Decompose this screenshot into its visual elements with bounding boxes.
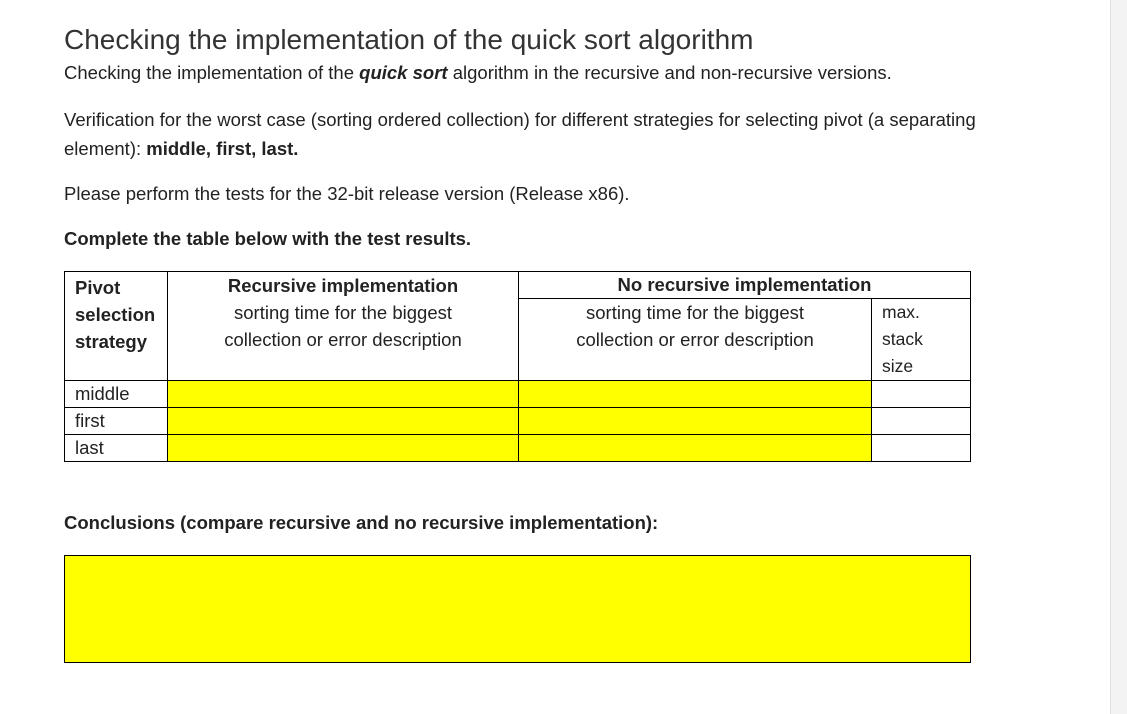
recursive-sub: sorting time for the biggest <box>234 302 452 323</box>
pivot-header-line: selection <box>75 304 156 325</box>
recursive-result-cell[interactable] <box>168 381 519 408</box>
strategy-cell: last <box>65 435 168 462</box>
pivot-header-line: strategy <box>75 331 147 352</box>
stack-header-line: max. <box>882 302 920 322</box>
strategy-middle: middle <box>146 138 206 159</box>
subtitle <box>64 60 1064 86</box>
conclusions-box[interactable] <box>64 555 971 663</box>
recursive-title: Recursive implementation <box>227 275 459 296</box>
document-page <box>64 22 1064 533</box>
stack-size-cell[interactable] <box>872 435 971 462</box>
sep-1: , <box>205 138 217 159</box>
norecursive-title: No recursive implementation <box>519 272 971 299</box>
norecursive-sub-header <box>519 299 872 381</box>
stack-header-line: size <box>882 356 914 376</box>
norecursive-sub: sorting time for the biggest <box>586 302 804 323</box>
subtitle-before: Checking the implementation of the <box>64 62 360 83</box>
recursive-sub: collection or error description <box>224 329 462 350</box>
sep-2: , <box>251 138 262 159</box>
perform-note: Please perform the tests for the 32-bit release version (Release x86). <box>64 183 630 204</box>
subtitle-after: algorithm in the recursive and non-recursive versions. <box>447 62 892 83</box>
strategy-cell: middle <box>65 381 168 408</box>
norecursive-result-cell[interactable] <box>519 381 872 408</box>
complete-instruction: Complete the table below with the test results. <box>64 228 472 249</box>
strategy-first: first <box>216 138 252 159</box>
pivot-header-line: Pivot <box>75 277 121 298</box>
pivot-header <box>65 272 168 381</box>
vertical-scrollbar[interactable] <box>1110 0 1127 714</box>
conclusions-label: Conclusions (compare recursive and no recursive implementation): <box>64 512 659 533</box>
norecursive-result-cell[interactable] <box>519 435 872 462</box>
table-row <box>65 435 971 462</box>
recursive-result-cell[interactable] <box>168 408 519 435</box>
recursive-result-cell[interactable] <box>168 435 519 462</box>
stack-header <box>872 299 971 381</box>
verification-text: Verification for the worst case (sorting ordered collection) for different strategies for selecting pivot (a separating element): <box>64 109 976 159</box>
stack-size-cell[interactable] <box>872 381 971 408</box>
table-row <box>65 381 971 408</box>
strategy-last: last <box>261 138 294 159</box>
recursive-header <box>168 272 519 381</box>
page-title: Checking the implementation of the quick sort algorithm <box>64 24 754 55</box>
subtitle-emphasis: quick sort <box>359 62 448 83</box>
norecursive-sub: collection or error description <box>576 329 814 350</box>
strategy-cell: first <box>65 408 168 435</box>
stack-size-cell[interactable] <box>872 408 971 435</box>
table-row <box>65 408 971 435</box>
stack-header-line: stack <box>882 329 923 349</box>
verification-paragraph <box>64 105 984 163</box>
results-table <box>64 271 971 462</box>
norecursive-result-cell[interactable] <box>519 408 872 435</box>
period: . <box>293 138 299 159</box>
